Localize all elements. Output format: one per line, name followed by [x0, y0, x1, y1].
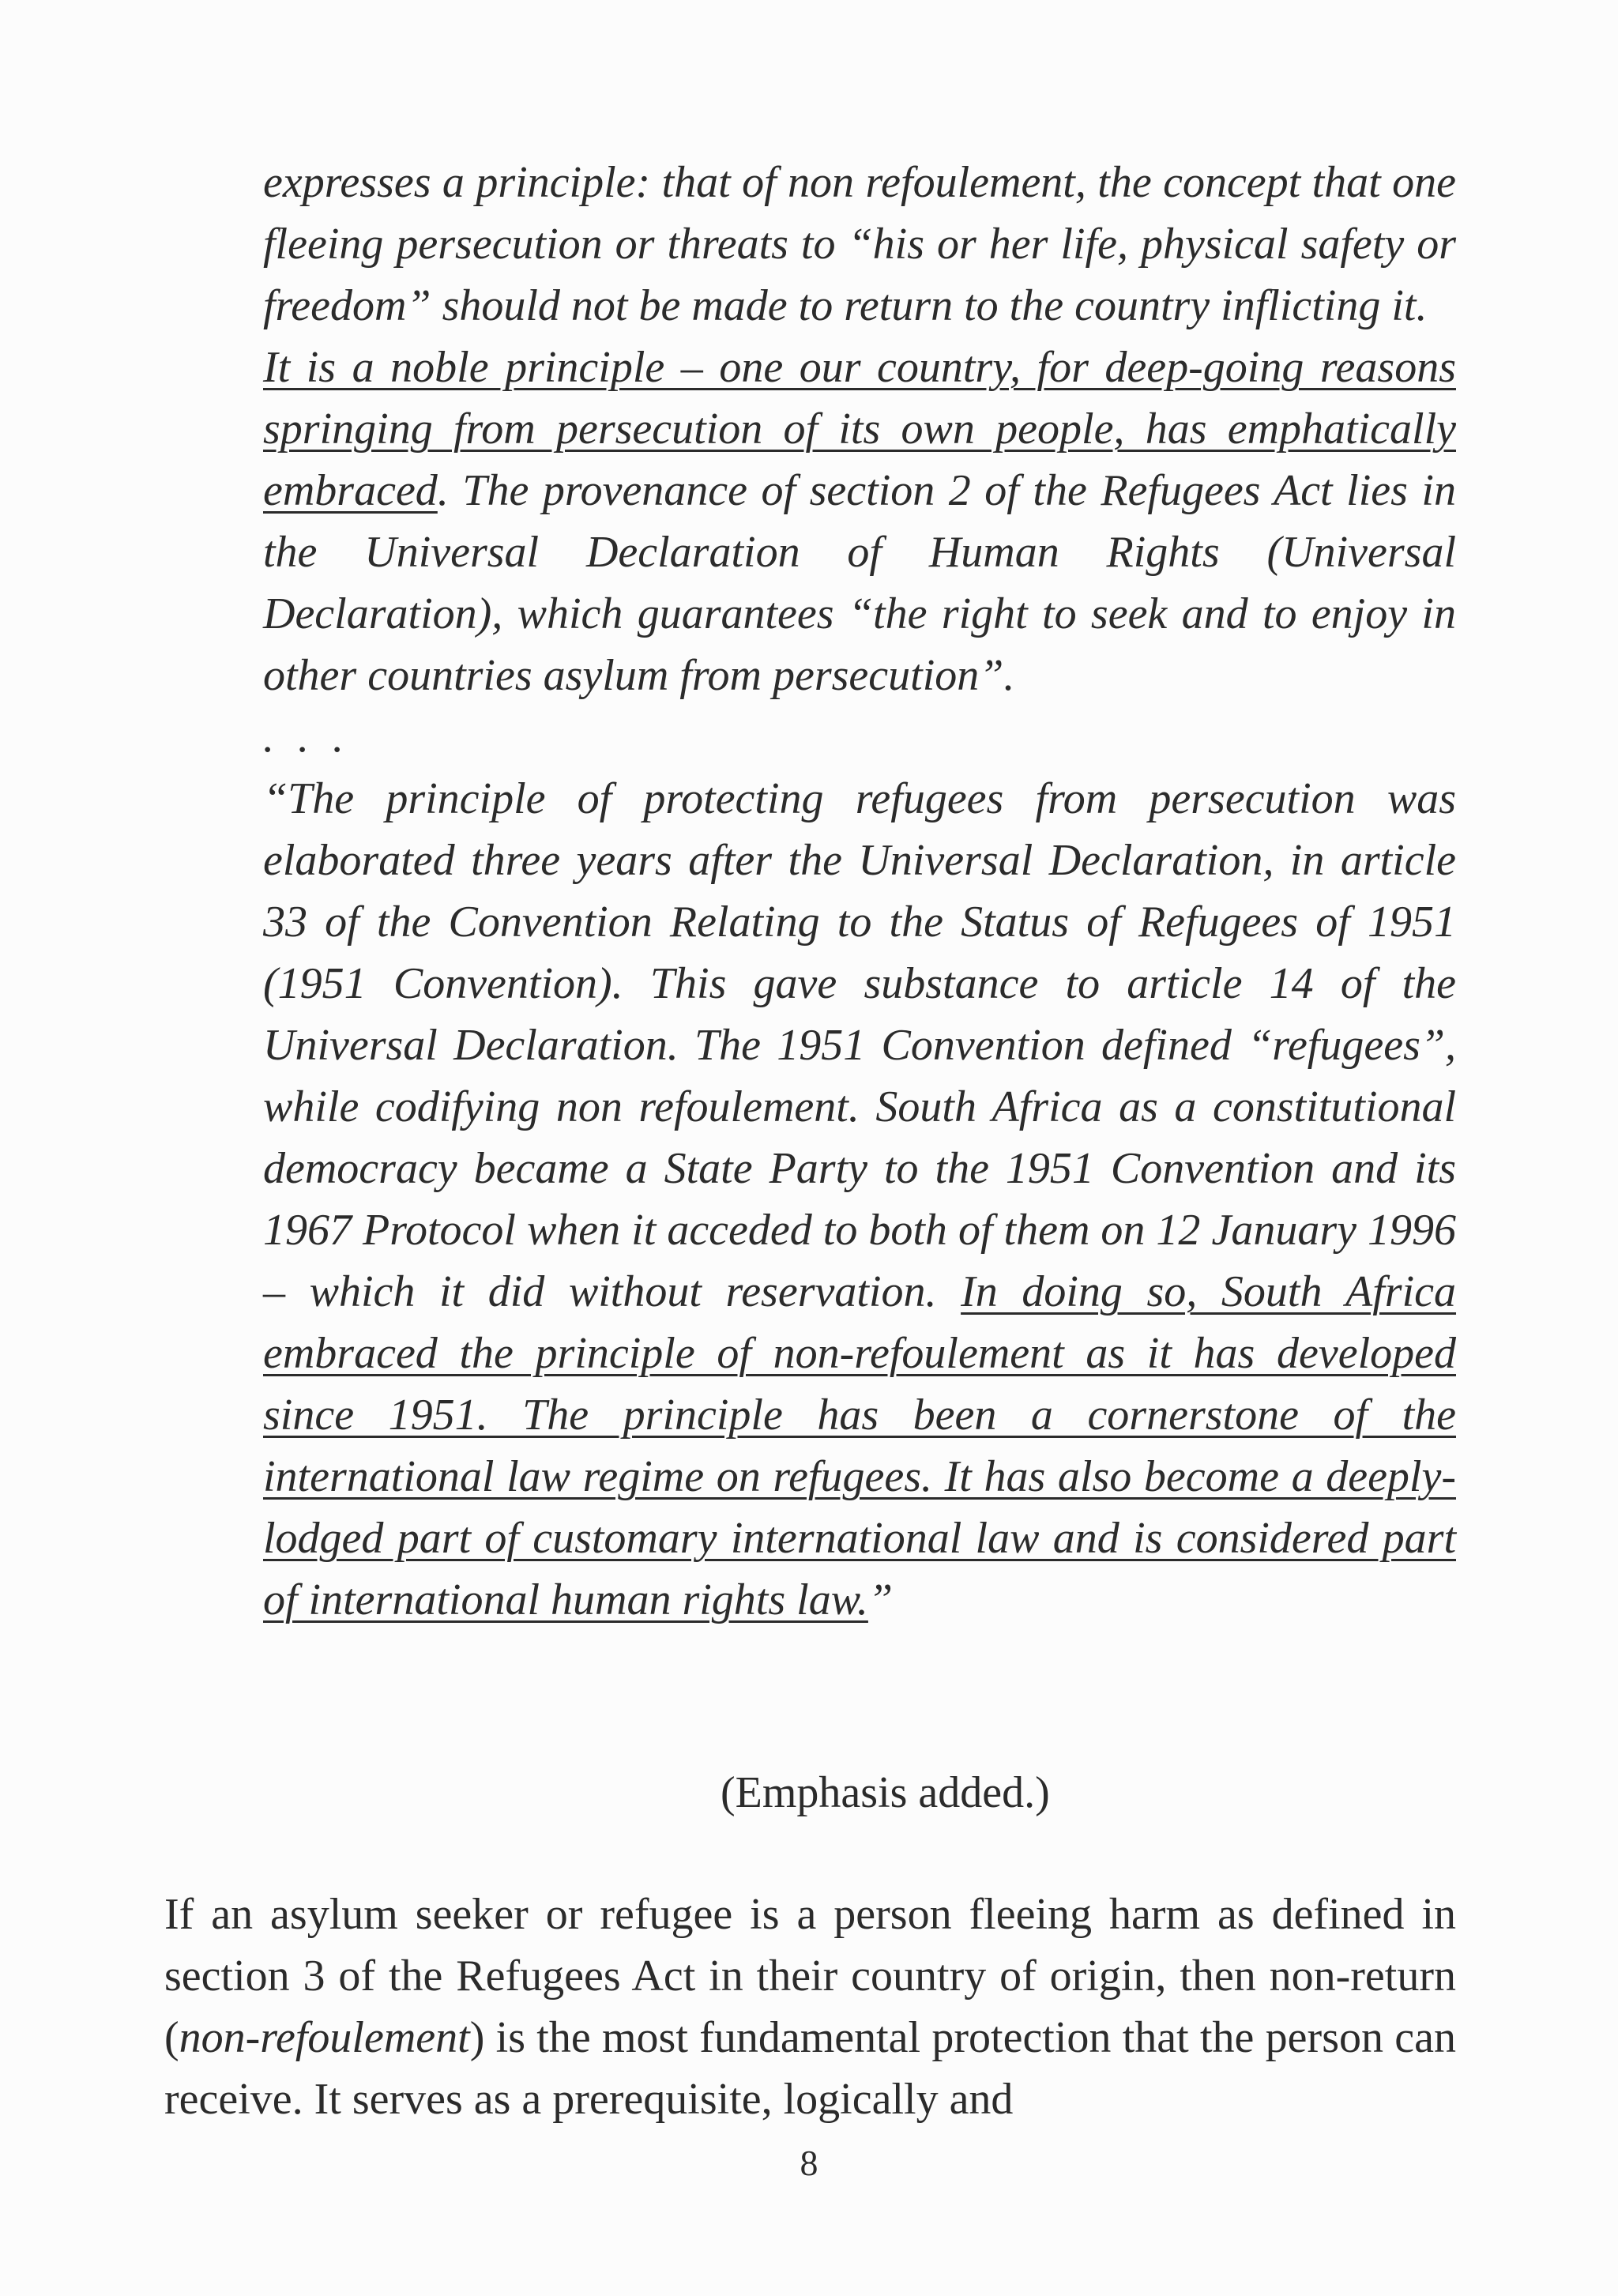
body-italic-term: non-refoulement: [179, 2013, 470, 2062]
quote-ellipsis: . . .: [263, 713, 350, 762]
body-text: If an asylum seeker or refugee is a person fleeing harm as defined in section 3 of the Refugees Act in their country of origin, then non-return (: [164, 1890, 1456, 2062]
quote-text: . The provenance of section 2 of the Refugees Act lies in the Universal Declaration of Human Rights (Universal Declaration), which guarantees “the right to seek and to enjoy in other countries asylum from persecution”.: [263, 466, 1456, 700]
block-quote: [263, 152, 1456, 1631]
quote-paragraph-3: [263, 768, 1456, 1631]
page-number: 8: [800, 2143, 818, 2183]
quote-closing-mark: ”: [867, 1575, 894, 1624]
quote-paragraph-1: expresses a principle: that of non refoulement, the concept that one fleeing persecution or threats to “his or her life, physical safety or freedom” should not be made to return to the country inflicting it.: [263, 158, 1456, 330]
quote-text: “The principle of protecting refugees from persecution was elaborated three years after the Universal Declaration, in article 33 of the Convention Relating to the Status of Refugees of 1951 (1951 Convention). This gave substance to article 14 of the Universal Declaration. The 1951 Convention defined “refugees”, while codifying non refoulement. South Africa as a constitutional democracy became a State Party to the 1951 Convention and its 1967 Protocol when it acceded to both of them on 12 January 1996 – which it did without reservation.: [263, 774, 1456, 1316]
emphasis-note: (Emphasis added.): [721, 1768, 1050, 1817]
quote-underlined-text: In doing so, South Africa embraced the principle of non-refoulement as it has developed since 1951. The principle has been a cornerstone of the international law regime on refugees. It has also become a deeply-lodged part of customary international law and is considered part of international human rights law.: [263, 1267, 1457, 1624]
body-text: ) is the most fundamental protection that the person can receive. It serves as a prerequisite, logically and: [164, 2013, 1456, 2124]
body-paragraph: [164, 1884, 1456, 2130]
quote-underlined-text: It is a noble principle – one our country, for deep-going reasons springing from persecution of its own people, has emphatically embraced: [263, 343, 1456, 515]
quote-paragraph-2: [263, 337, 1456, 706]
